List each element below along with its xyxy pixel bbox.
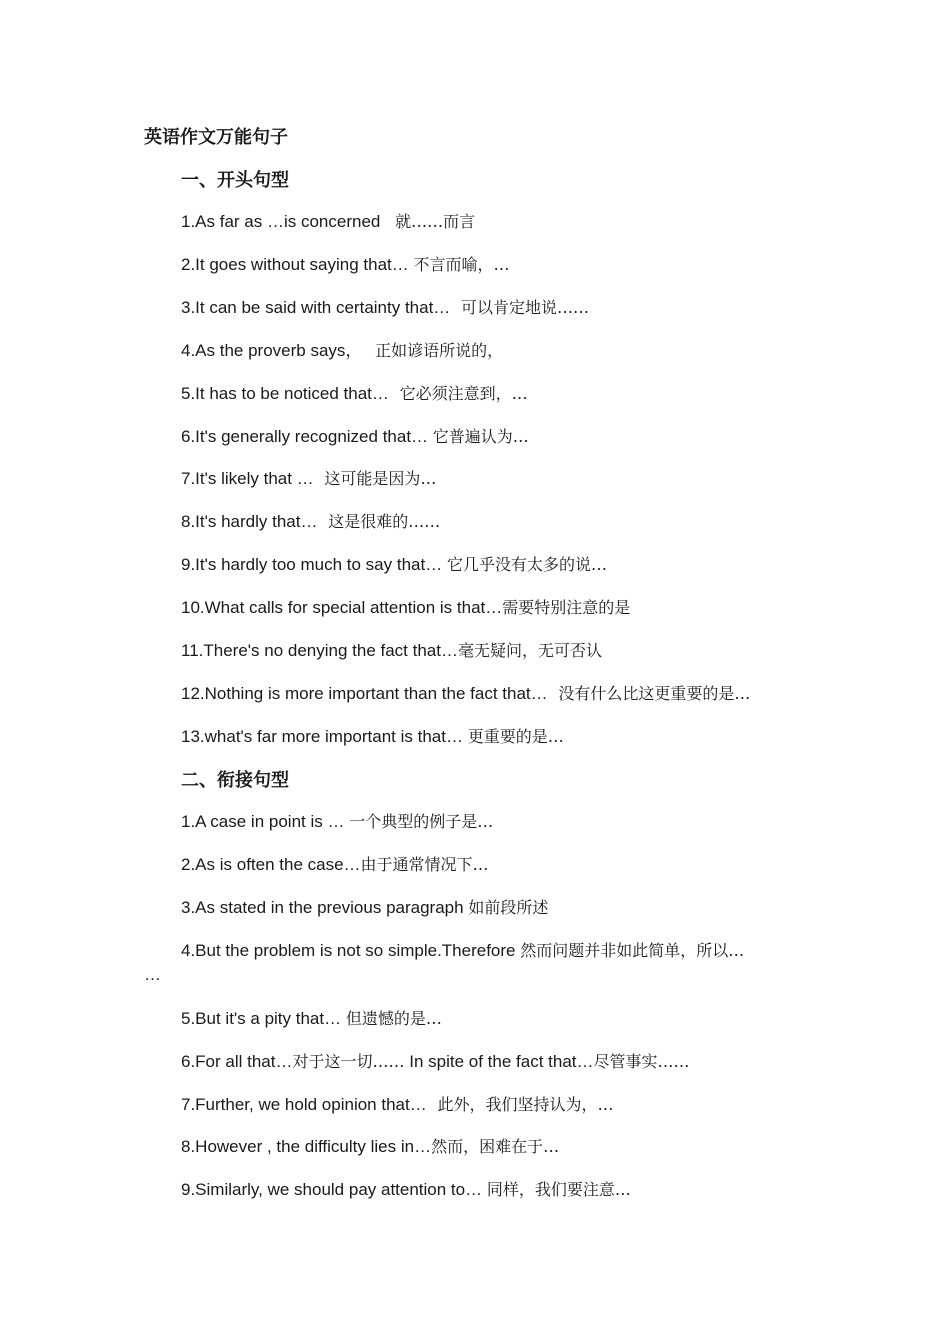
item-chinese: 同样，我们要注意… <box>486 1180 631 1199</box>
list-item <box>181 810 493 834</box>
item-english: 4.As the proverb says， <box>181 341 363 360</box>
list-item <box>181 682 750 706</box>
item-chinese: 然而，困难在于… <box>431 1137 560 1156</box>
item-english: 1.A case in point is … <box>181 812 345 831</box>
list-item <box>181 725 564 749</box>
item-chinese-2: 尽管事实…… <box>593 1052 690 1071</box>
item-english: 9.Similarly, we should pay attention to… <box>181 1180 483 1199</box>
item-english: 2.As is often the case… <box>181 855 361 874</box>
list-item <box>181 1050 690 1074</box>
list-item <box>181 425 529 449</box>
list-item <box>181 467 436 491</box>
item-chinese: 可以肯定地说…… <box>461 298 590 317</box>
item-english: 13.what's far more important is that… <box>181 727 463 746</box>
item-english: 11.There's no denying the fact that… <box>181 641 458 660</box>
item-chinese: 毫无疑问，无可否认 <box>458 641 603 660</box>
item-english: 7.It's likely that … <box>181 469 314 488</box>
section-heading-transition: 二、衔接句型 <box>181 770 289 790</box>
list-item <box>181 896 548 920</box>
list-item <box>181 296 589 320</box>
list-item <box>181 596 630 620</box>
section-heading-opening: 一、开头句型 <box>181 170 289 190</box>
item-english: 12.Nothing is more important than the fact that… <box>181 684 548 703</box>
item-english: 6.It's generally recognized that… <box>181 427 429 446</box>
item-english: 3.As stated in the previous paragraph <box>181 898 464 917</box>
item-chinese: 不言而喻，… <box>413 255 510 274</box>
list-item <box>144 939 821 987</box>
item-english: 10.What calls for special attention is that… <box>181 598 503 617</box>
list-item <box>181 253 510 277</box>
item-english: 3.It can be said with certainty that… <box>181 298 451 317</box>
item-chinese: 更重要的是… <box>467 727 564 746</box>
item-english: 8.It's hardly that… <box>181 512 318 531</box>
item-english: 1.As far as …is concerned <box>181 212 381 231</box>
item-english: 2.It goes without saying that… <box>181 255 409 274</box>
list-item <box>181 210 475 234</box>
item-chinese: 对于这一切…… <box>292 1052 405 1071</box>
item-chinese: 没有什么比这更重要的是… <box>558 684 751 703</box>
list-item <box>181 1007 442 1031</box>
item-chinese: 它必须注意到，… <box>399 384 528 403</box>
item-chinese: 但遗憾的是… <box>345 1009 442 1028</box>
list-item <box>181 853 489 877</box>
list-item <box>181 339 503 363</box>
list-item <box>181 1135 559 1159</box>
list-item <box>181 553 607 577</box>
list-item <box>181 510 440 534</box>
list-item <box>181 1178 631 1202</box>
item-english: 7.Further, we hold opinion that… <box>181 1095 427 1114</box>
list-item <box>181 382 528 406</box>
document-title: 英语作文万能句子 <box>144 127 288 147</box>
item-chinese: 这是很难的…… <box>328 512 441 531</box>
item-chinese: 然而问题并非如此简单，所以… <box>520 941 745 960</box>
item-english: 4.But the problem is not so simple.Therefore <box>181 941 516 960</box>
item-chinese: 它普遍认为… <box>432 427 529 446</box>
list-item <box>181 1093 613 1117</box>
list-item <box>181 639 602 663</box>
item-chinese: 就……而言 <box>395 212 476 231</box>
item-english: 8.However , the difficulty lies in… <box>181 1137 432 1156</box>
item-chinese: 此外，我们坚持认为，… <box>437 1095 614 1114</box>
item-english: 9.It's hardly too much to say that… <box>181 555 443 574</box>
item-chinese: 需要特别注意的是 <box>502 598 631 617</box>
item-english: 6.For all that… <box>181 1052 293 1071</box>
item-chinese: 由于通常情况下… <box>360 855 489 874</box>
item-chinese: 如前段所述 <box>468 898 549 917</box>
item-continuation: … <box>144 965 161 984</box>
item-chinese: 这可能是因为… <box>324 469 437 488</box>
item-english: 5.But it's a pity that… <box>181 1009 342 1028</box>
item-english: 5.It has to be noticed that… <box>181 384 389 403</box>
item-chinese: 一个典型的例子是… <box>349 812 494 831</box>
item-chinese: 它几乎没有太多的说… <box>446 555 607 574</box>
item-english-2: In spite of the fact that… <box>409 1052 594 1071</box>
item-chinese: 正如谚语所说的， <box>375 341 504 360</box>
